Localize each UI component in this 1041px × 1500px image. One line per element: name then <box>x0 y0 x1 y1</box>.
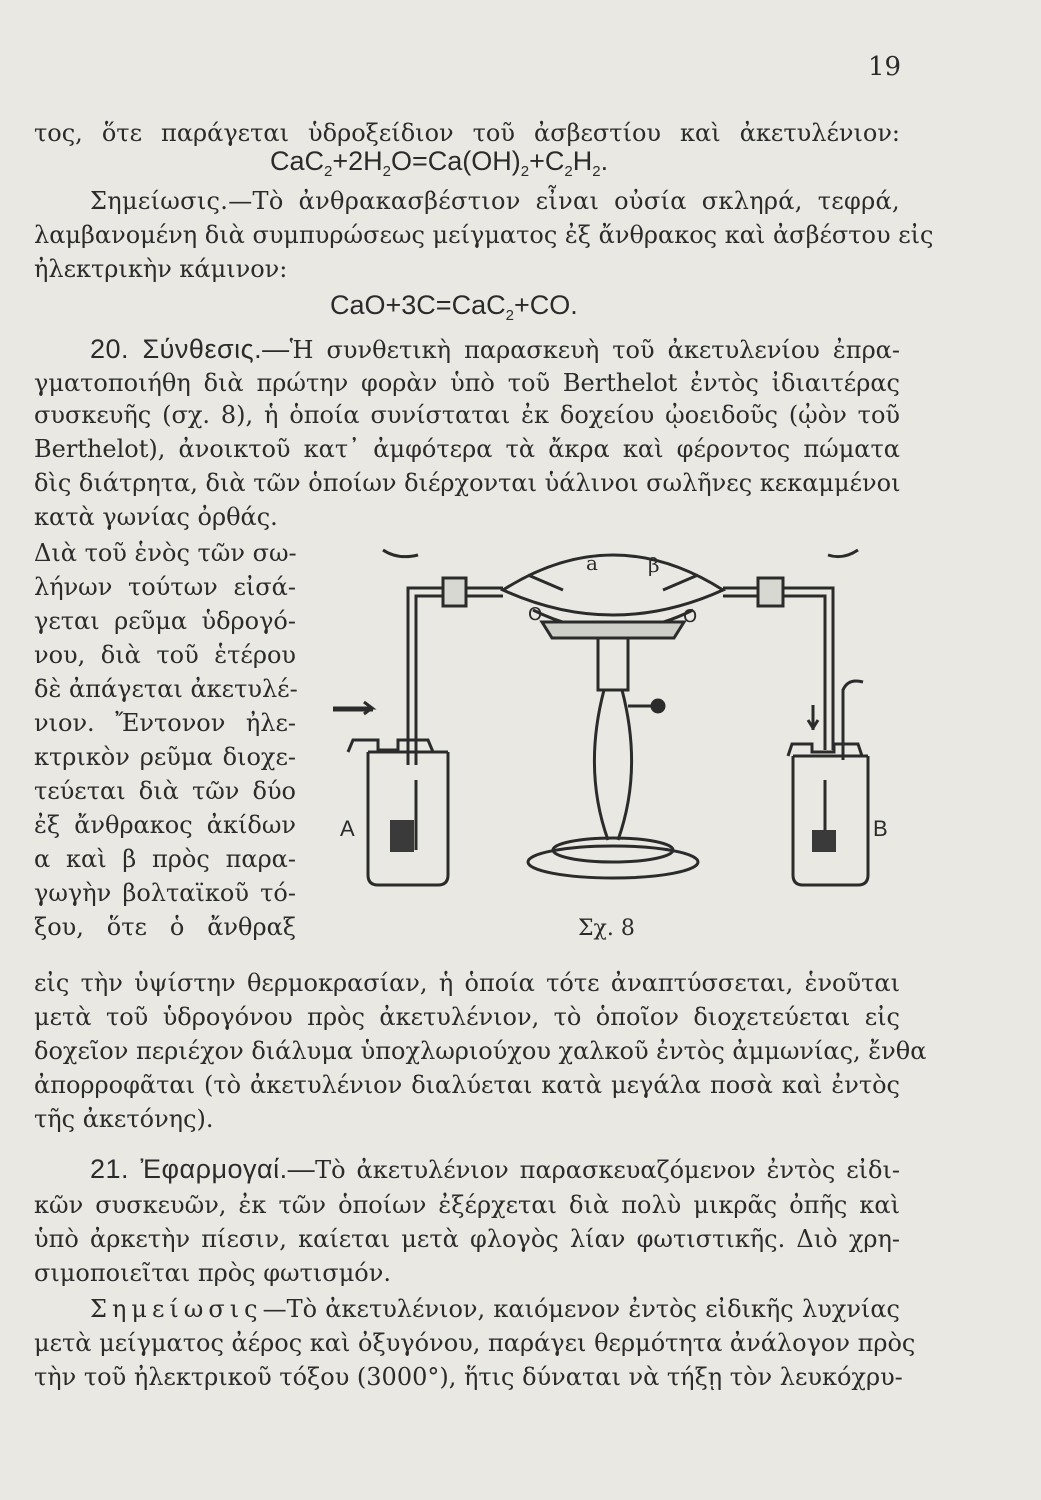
figure-label-o1: O <box>528 604 543 625</box>
text-line: εἰς τὴν ὑψίστην θερμοκρασίαν, ἡ ὁποία τότε ἀναπτύσσεται, ἑνοῦται <box>34 969 900 997</box>
figure-label-beta: β <box>648 553 660 577</box>
side-text-line: κτρικὸν ρεῦμα διοχε- <box>34 743 296 771</box>
text-line: δοχεῖον περιέχον διάλυμα ὑποχλωριούχου χαλκοῦ ἐντὸς ἀμμωνίας, ἔνθα <box>34 1037 927 1065</box>
text-line: κατὰ γωνίας ὀρθάς. <box>34 503 278 531</box>
text-line: λαμβανομένη διὰ συμπυρώσεως μείγματος ἐξ ἄνθρακος καὶ ἀσβέστου εἰς <box>34 221 934 249</box>
text-line: τῆς ἀκετόνης). <box>34 1105 214 1133</box>
figure-label-b: B <box>873 816 888 841</box>
text-line: γματοποιήθη διὰ πρώτην φορὰν ὑπὸ τοῦ Berthelot ἐντὸς ἰδιαιτέρας <box>34 369 900 397</box>
text-line: δὶς διάτρητα, διὰ τῶν ὁποίων διέρχονται ὑάλινοι σωλῆνες κεκαμμένοι <box>34 469 901 497</box>
side-text-line: ἐξ ἄνθρακος ἀκίδων <box>34 811 296 839</box>
text-line: 21. Ἐφαρμογαί.—Τὸ ἀκετυλένιον παρασκευαζόμενον ἐντὸς εἰδι- <box>90 1154 901 1184</box>
side-text-line: τεύεται διὰ τῶν δύο <box>34 777 296 805</box>
text-line: συσκευῆς (σχ. 8), ἡ ὁποία συνίσταται ἐκ δοχείου ᾠοειδοῦς (ᾠὸν τοῦ <box>34 401 900 429</box>
side-text-line: νου, διὰ τοῦ ἑτέρου <box>34 641 296 669</box>
text-line: Σημείωσις.—Τὸ ἀνθρακασβέστιον εἶναι οὐσία σκληρά, τεφρά, <box>90 187 900 215</box>
section-heading-21: 21. Ἐφαρμογαί.— <box>90 1154 316 1184</box>
side-text-line: νιον. Ἔντονον ἠλε- <box>34 709 296 737</box>
text-line: ἠλεκτρικὴν κάμινον: <box>34 255 288 283</box>
text-line: τος, ὅτε παράγεται ὑδροξείδιον τοῦ ἀσβεστίου καὶ ἀκετυλένιον: <box>34 119 900 147</box>
text-line: 20. Σύνθεσις.—Ἡ συνθετικὴ παρασκευὴ τοῦ ἀκετυλενίου ἐπρα- <box>90 334 900 364</box>
text-line: κῶν συσκευῶν, ἐκ τῶν ὁποίων ἐξέρχεται διὰ πολὺ μικρᾶς ὀπῆς καὶ <box>34 1191 900 1219</box>
side-text-line: ξου, ὅτε ὁ ἄνθραξ <box>34 913 296 941</box>
side-text-line: δὲ ἀπάγεται ἀκετυλέ- <box>34 675 298 703</box>
side-text-line: α καὶ β πρὸς παρα- <box>34 845 296 873</box>
text-line: μετὰ μείγματος ἀέρος καὶ ὀξυγόνου, παράγει θερμότητα ἀνάλογον πρὸς <box>34 1329 916 1357</box>
text-line: σιμοποιεῖται πρὸς φωτισμόν. <box>34 1259 391 1287</box>
section-heading-20: 20. Σύνθεσις.— <box>90 334 290 364</box>
text-line: μετὰ τοῦ ὑδρογόνου πρὸς ἀκετυλένιον, τὸ ὁποῖον διοχετεύεται εἰς <box>34 1003 900 1031</box>
figure-label-alpha: a <box>586 551 598 575</box>
formula-acetylene: $CaC_2+2H_2O=Ca(OH)_2+C_2H_2$. <box>270 146 609 180</box>
text-line: ἀπορροφᾶται (τὸ ἀκετυλένιον διαλύεται κατὰ μεγάλα ποσὰ καὶ ἐντὸς <box>34 1071 900 1099</box>
text-line: Σημείωσις—Τὸ ἀκετυλένιον, καιόμενον ἐντὸς εἰδικῆς λυχνίας <box>90 1295 900 1323</box>
side-text-line: Διὰ τοῦ ἑνὸς τῶν σω- <box>34 539 297 567</box>
side-text-line: γωγὴν βολταϊκοῦ τό- <box>34 879 296 907</box>
text-line: Berthelot), ἀνοικτοῦ κατ᾽ ἀμφότερα τὰ ἄκρα καὶ φέροντος πώματα <box>34 435 900 463</box>
figure-label-o2: O <box>683 606 698 627</box>
side-text-line: γεται ρεῦμα ὑδρογό- <box>34 607 296 635</box>
note-heading: Σημείωσις <box>90 1295 263 1323</box>
berthelot-apparatus-figure <box>328 530 898 930</box>
side-text-line: λήνων τούτων εἰσά- <box>34 573 296 601</box>
page-number: 19 <box>868 52 902 82</box>
figure-label-a: A <box>340 816 355 841</box>
figure-caption: Σχ. 8 <box>578 916 635 941</box>
text-line: τὴν τοῦ ἠλεκτρικοῦ τόξου (3000°), ἥτις δύναται νὰ τήξῃ τὸν λευκόχρυ- <box>34 1363 903 1391</box>
formula-carbide: CaO+3C=CaC$_2$+CO. <box>330 290 578 324</box>
text-line: ὑπὸ ἀρκετὴν πίεσιν, καίεται μετὰ φλογὸς λίαν φωτιστικῆς. Διὸ χρη- <box>34 1225 900 1253</box>
